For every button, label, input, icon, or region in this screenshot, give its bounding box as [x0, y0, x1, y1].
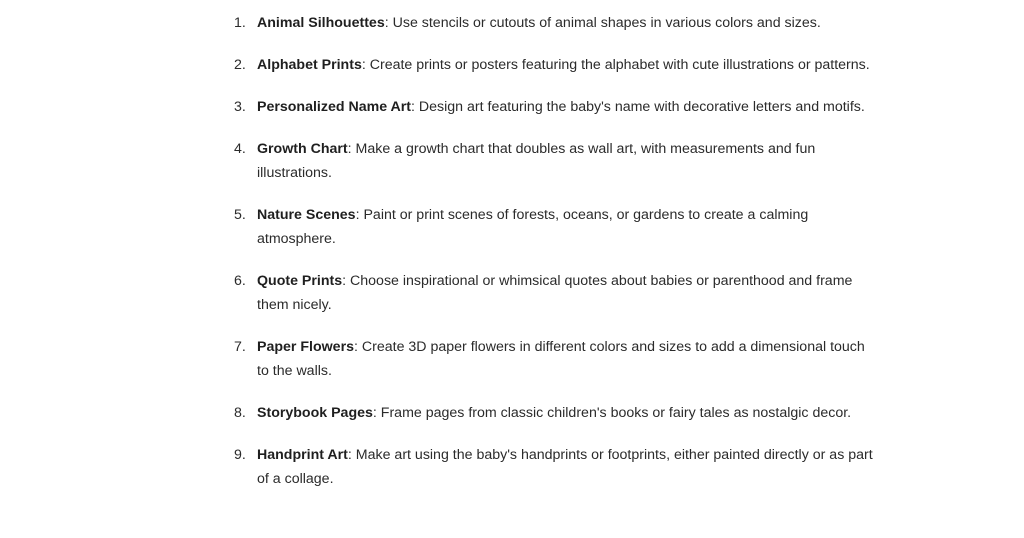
list-item-number: 9. — [234, 447, 246, 463]
list-item-title: Personalized Name Art — [257, 99, 412, 115]
list-item-title: Quote Prints — [257, 273, 343, 289]
list-item-body — [257, 443, 874, 491]
list-item — [234, 11, 874, 35]
list-item-body — [257, 401, 874, 425]
list-item-title: Alphabet Prints — [257, 57, 362, 73]
list-item-text: : Make a growth chart that doubles as wall art, with measurements and fun illustrations. — [257, 141, 816, 181]
list-item-text: : Paint or print scenes of forests, oceans, or gardens to create a calming atmosphere. — [257, 207, 809, 247]
list-item — [234, 137, 874, 185]
list-item-title: Paper Flowers — [257, 339, 354, 355]
list-item-number: 1. — [234, 15, 246, 31]
list-item — [234, 269, 874, 317]
list-item — [234, 203, 874, 251]
list-item-body — [257, 137, 874, 185]
list-item-number: 3. — [234, 99, 246, 115]
list-item — [234, 95, 874, 119]
list-item-body — [257, 95, 874, 119]
list-item — [234, 401, 874, 425]
list-item-number: 7. — [234, 339, 246, 355]
list-item-number: 8. — [234, 405, 246, 421]
list-item-text: : Make art using the baby's handprints or footprints, either painted directly or as part of a collage. — [257, 447, 873, 487]
list-item-title: Nature Scenes — [257, 207, 356, 223]
idea-list — [234, 11, 874, 509]
list-item-body — [257, 11, 874, 35]
list-item-text: : Design art featuring the baby's name with decorative letters and motifs. — [411, 99, 865, 115]
list-item-title: Animal Silhouettes — [257, 15, 385, 31]
list-item-body — [257, 203, 874, 251]
list-item-text: : Choose inspirational or whimsical quotes about babies or parenthood and frame them nicely. — [257, 273, 853, 313]
list-item-number: 2. — [234, 57, 246, 73]
list-item-body — [257, 335, 874, 383]
list-item-number: 5. — [234, 207, 246, 223]
list-item-number: 6. — [234, 273, 246, 289]
list-item-title: Storybook Pages — [257, 405, 373, 421]
list-item — [234, 335, 874, 383]
list-item-text: : Create prints or posters featuring the alphabet with cute illustrations or patterns. — [361, 57, 870, 73]
list-item — [234, 53, 874, 77]
list-item-text: : Frame pages from classic children's books or fairy tales as nostalgic decor. — [372, 405, 852, 421]
list-item — [234, 443, 874, 491]
list-item-body — [257, 53, 874, 77]
list-item-number: 4. — [234, 141, 246, 157]
list-item-text: : Use stencils or cutouts of animal shapes in various colors and sizes. — [384, 15, 821, 31]
list-item-text: : Create 3D paper flowers in different colors and sizes to add a dimensional touch to the walls. — [257, 339, 865, 379]
list-item-body — [257, 269, 874, 317]
list-item-title: Handprint Art — [257, 447, 348, 463]
list-item-title: Growth Chart — [257, 141, 348, 157]
